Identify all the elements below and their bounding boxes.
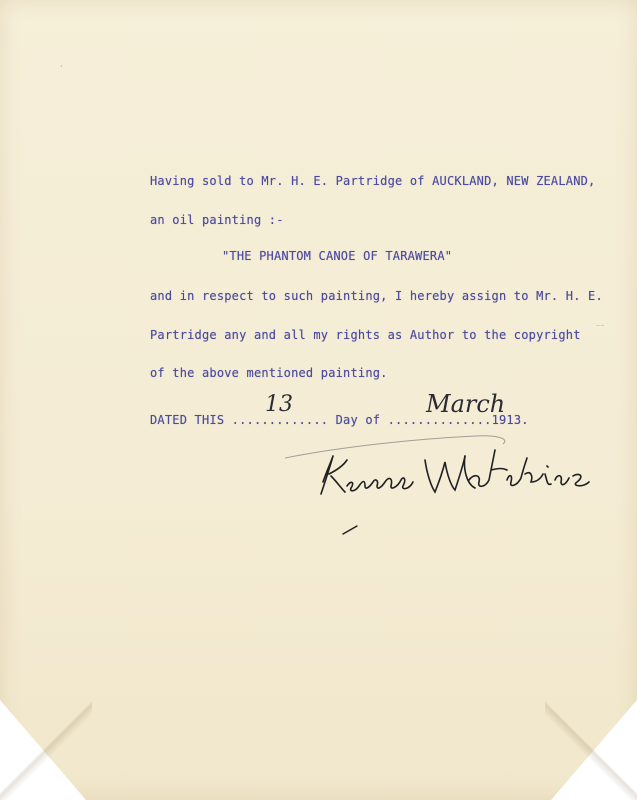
text-line-oil-painting: an oil painting :-	[150, 213, 284, 227]
folded-corner-right	[551, 700, 637, 800]
text-line-sold: Having sold to Mr. H. E. Partridge of AUCKLAND, NEW ZEALAND,	[150, 174, 596, 188]
dated-prefix: DATED THIS	[150, 413, 232, 427]
dated-dots-day: .............	[231, 413, 329, 427]
dated-dots-month: ..............	[387, 413, 492, 427]
dated-year: 1913.	[491, 413, 529, 427]
signature	[285, 430, 615, 540]
text-line-rights: Partridge any and all my rights as Author to the copyright	[150, 328, 581, 342]
handwritten-month: March	[426, 390, 506, 418]
paper-speck: ·	[60, 62, 63, 71]
margin-mark: ⁻⁻	[596, 322, 605, 331]
text-line-mentioned: of the above mentioned painting.	[150, 366, 388, 380]
text-line-respect: and in respect to such painting, I hereby assign to Mr. H. E.	[150, 289, 603, 303]
handwritten-day: 13	[265, 392, 293, 417]
day-of-label: Day of	[328, 413, 388, 427]
painting-title: "THE PHANTOM CANOE OF TARAWERA"	[222, 249, 453, 263]
folded-corner-left	[0, 700, 86, 800]
